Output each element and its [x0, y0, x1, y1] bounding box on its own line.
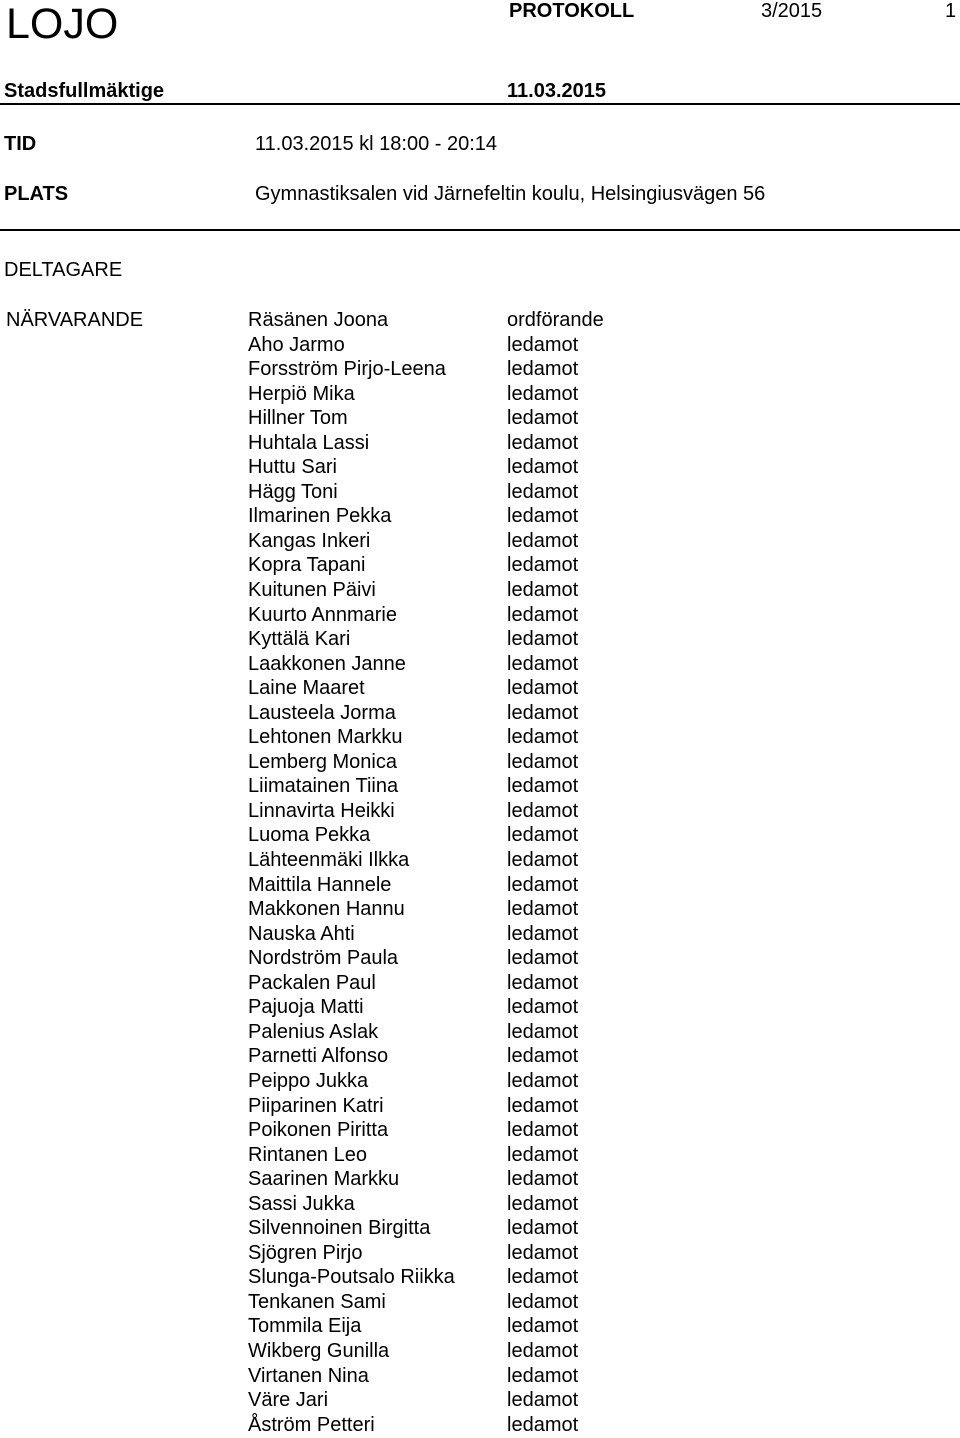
member-role: ledamot: [507, 1069, 579, 1092]
document-number: 3/2015: [761, 0, 823, 22]
member-name: Makkonen Hannu: [248, 898, 405, 921]
member-name: Packalen Paul: [248, 971, 376, 994]
member-role: ledamot: [507, 1389, 579, 1412]
member-name: Liimatainen Tiina: [248, 775, 399, 798]
member-role: ledamot: [507, 1217, 579, 1240]
member-role: ledamot: [507, 1339, 579, 1362]
member-role: ledamot: [507, 407, 579, 430]
member-name: Tenkanen Sami: [248, 1290, 386, 1313]
member-role: ledamot: [507, 701, 579, 724]
member-role: ledamot: [507, 726, 579, 749]
member-name: Huttu Sari: [248, 456, 337, 479]
member-name: Pajuoja Matti: [248, 996, 364, 1019]
member-role: ledamot: [507, 1413, 579, 1436]
member-role: ledamot: [507, 971, 579, 994]
member-role: ledamot: [507, 480, 579, 503]
member-name: Lausteela Jorma: [248, 701, 396, 724]
header-divider: [0, 103, 960, 105]
member-role: ledamot: [507, 1143, 579, 1166]
member-name: Peippo Jukka: [248, 1069, 369, 1092]
member-role: ledamot: [507, 529, 579, 552]
page-number: 1: [945, 0, 957, 22]
member-name: Sassi Jukka: [248, 1192, 355, 1215]
member-name: Maittila Hannele: [248, 873, 392, 896]
member-name: Tommila Eija: [248, 1315, 362, 1338]
member-name: Räsänen Joona: [248, 309, 389, 331]
member-role: ledamot: [507, 1241, 579, 1264]
member-name: Virtanen Nina: [248, 1364, 369, 1387]
member-name: Rintanen Leo: [248, 1143, 367, 1166]
member-role: ledamot: [507, 873, 579, 896]
member-role: ledamot: [507, 456, 579, 479]
member-role: ledamot: [507, 1168, 579, 1191]
member-role: ledamot: [507, 579, 579, 602]
member-name: Palenius Aslak: [248, 1020, 379, 1043]
member-name: Lemberg Monica: [248, 750, 397, 773]
member-role: ledamot: [507, 1315, 579, 1338]
member-name: Silvennoinen Birgitta: [248, 1217, 431, 1240]
time-value: 11.03.2015 kl 18:00 - 20:14: [255, 133, 498, 155]
member-role: ledamot: [507, 1290, 579, 1313]
meta-divider: [0, 229, 960, 231]
organization-logo: LOJO: [6, 0, 119, 48]
member-name: Hägg Toni: [248, 480, 338, 503]
place-value: Gymnastiksalen vid Järnefeltin koulu, Helsingiusvägen 56: [255, 183, 766, 205]
member-name: Wikberg Gunilla: [248, 1339, 390, 1362]
member-role: ledamot: [507, 1192, 579, 1215]
member-name: Saarinen Markku: [248, 1168, 400, 1191]
member-role: ledamot: [507, 1045, 579, 1068]
member-name: Aho Jarmo: [248, 333, 345, 356]
meeting-date: 11.03.2015: [507, 80, 606, 102]
member-role: ledamot: [507, 505, 579, 528]
member-role: ledamot: [507, 898, 579, 921]
member-role: ledamot: [507, 603, 579, 626]
member-role: ledamot: [507, 1094, 579, 1117]
member-name: Kuitunen Päivi: [248, 579, 376, 602]
member-name: Nordström Paula: [248, 947, 399, 970]
member-role: ledamot: [507, 382, 579, 405]
member-name: Nauska Ahti: [248, 922, 355, 945]
member-name: Väre Jari: [248, 1389, 329, 1412]
group-label: NÄRVARANDE: [6, 309, 144, 331]
member-role: ledamot: [507, 1119, 579, 1142]
member-role: ledamot: [507, 799, 579, 822]
member-role: ledamot: [507, 1364, 579, 1387]
member-role: ledamot: [507, 996, 579, 1019]
document-type: PROTOKOLL: [509, 0, 635, 22]
member-role: ledamot: [507, 1020, 579, 1043]
member-role: ledamot: [507, 358, 579, 381]
member-name: Lehtonen Markku: [248, 726, 403, 749]
member-role: ledamot: [507, 947, 579, 970]
member-name: Lähteenmäki Ilkka: [248, 849, 410, 872]
member-role: ledamot: [507, 1266, 579, 1289]
member-role: ordförande: [507, 309, 604, 331]
member-name: Linnavirta Heikki: [248, 799, 395, 822]
time-label: TID: [4, 133, 37, 155]
member-name: Kyttälä Kari: [248, 628, 351, 651]
member-name: Piiparinen Katri: [248, 1094, 384, 1117]
member-name: Laakkonen Janne: [248, 652, 406, 675]
place-label: PLATS: [4, 183, 69, 205]
member-role: ledamot: [507, 750, 579, 773]
member-name: Hillner Tom: [248, 407, 348, 430]
member-name: Kopra Tapani: [248, 554, 366, 577]
member-role: ledamot: [507, 824, 579, 847]
member-role: ledamot: [507, 554, 579, 577]
member-role: ledamot: [507, 652, 579, 675]
member-name: Parnetti Alfonso: [248, 1045, 389, 1068]
member-role: ledamot: [507, 849, 579, 872]
member-name: Laine Maaret: [248, 677, 365, 700]
member-name: Slunga-Poutsalo Riikka: [248, 1266, 455, 1289]
member-name: Herpiö Mika: [248, 382, 355, 405]
member-name: Åström Petteri: [248, 1413, 375, 1436]
member-name: Luoma Pekka: [248, 824, 371, 847]
section-title: DELTAGARE: [4, 259, 123, 281]
member-role: ledamot: [507, 922, 579, 945]
member-role: ledamot: [507, 628, 579, 651]
member-role: ledamot: [507, 431, 579, 454]
member-role: ledamot: [507, 333, 579, 356]
member-name: Forsström Pirjo-Leena: [248, 358, 446, 381]
body-name: Stadsfullmäktige: [4, 80, 165, 102]
member-name: Sjögren Pirjo: [248, 1241, 363, 1264]
member-name: Kuurto Annmarie: [248, 603, 397, 626]
member-name: Huhtala Lassi: [248, 431, 370, 454]
member-name: Kangas Inkeri: [248, 529, 371, 552]
member-role: ledamot: [507, 677, 579, 700]
member-role: ledamot: [507, 775, 579, 798]
member-name: Ilmarinen Pekka: [248, 505, 392, 528]
member-name: Poikonen Piritta: [248, 1119, 389, 1142]
